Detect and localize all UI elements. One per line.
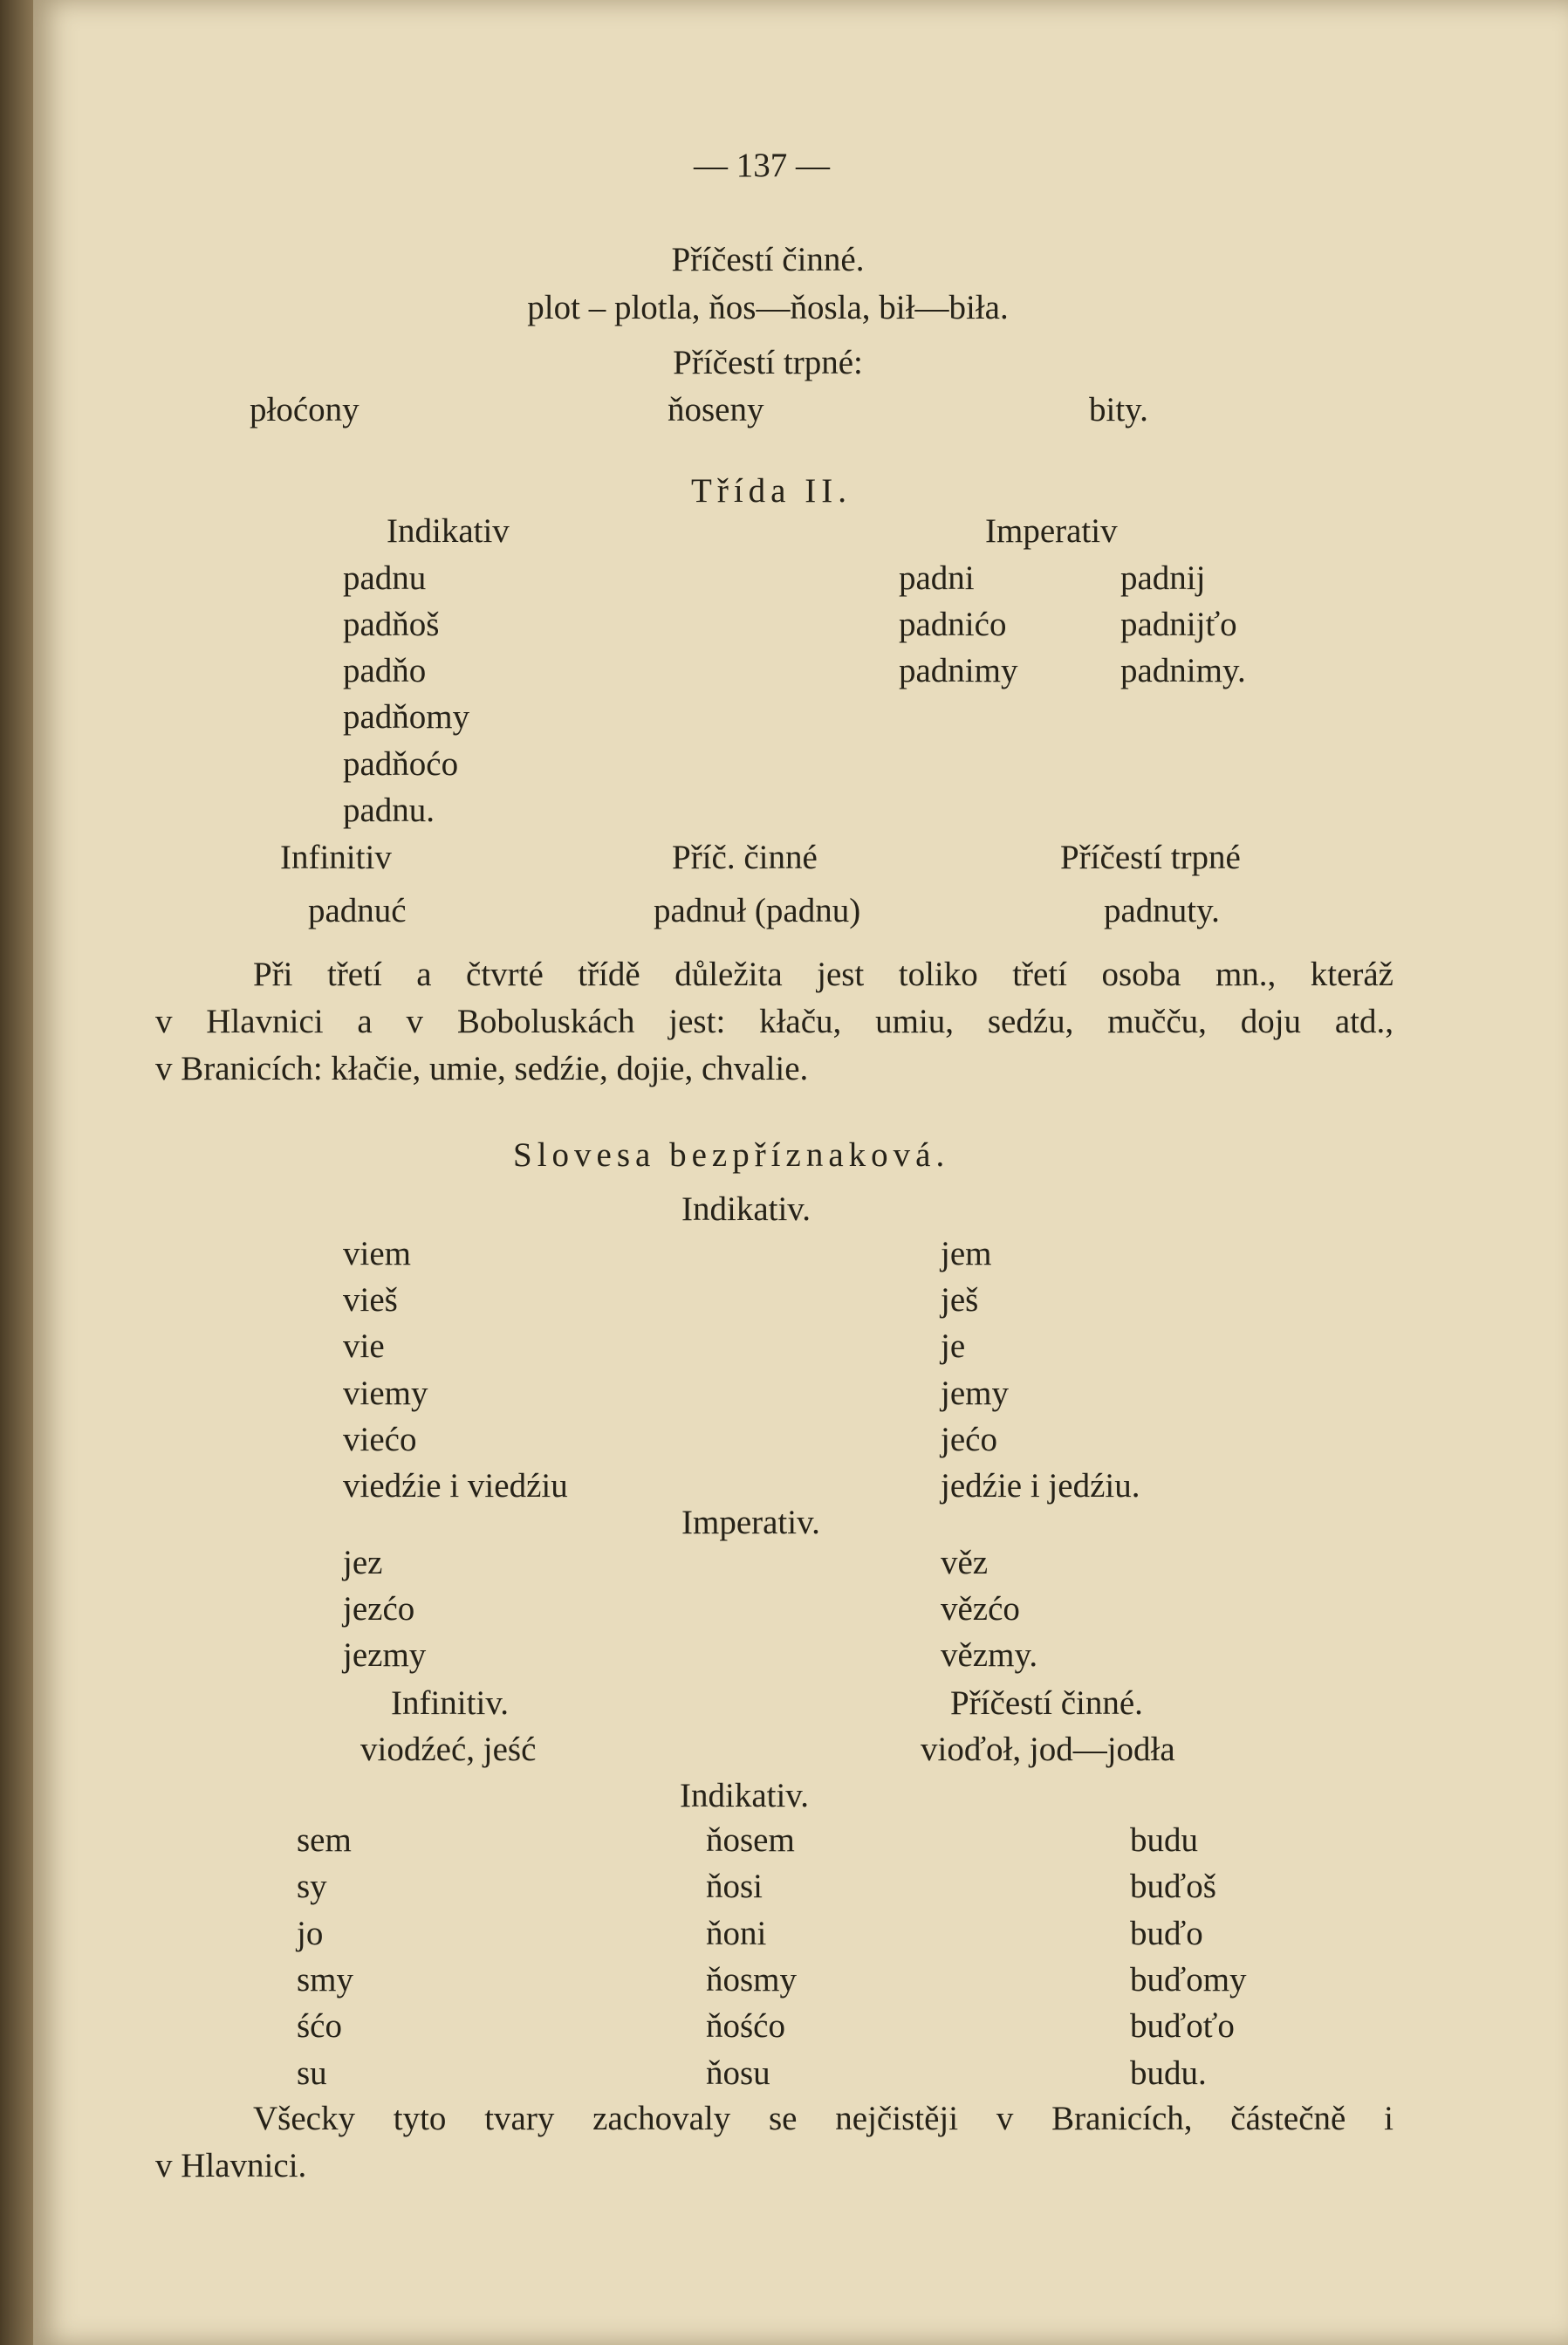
infinitive-form: viodźeć, jeść <box>360 1731 537 1768</box>
verb-form: sem <box>297 1821 352 1859</box>
indicative-heading: Indikativ. <box>681 1190 811 1228</box>
indicative-form: padňo <box>343 652 427 689</box>
book-spine <box>0 0 33 2345</box>
paragraph-line: v Hlavnici. <box>155 2147 307 2184</box>
verb-form: jezmy <box>343 1636 427 1674</box>
verb-form: jez <box>343 1544 383 1581</box>
indicative-form: padňoćo <box>343 745 459 783</box>
paragraph-line: v Hlavnici a v Boboluskách jest: kłaču, umiu, sedźu, mučču, doju atd., <box>155 1003 1393 1040</box>
verb-form: vieš <box>343 1281 398 1319</box>
heading-passive-participle: Příčestí trpné: <box>673 344 863 381</box>
verb-form: budu. <box>1130 2054 1207 2092</box>
book-page <box>33 0 1568 2345</box>
verb-form: buďoš <box>1130 1868 1216 1905</box>
verb-form: ješ <box>941 1281 979 1319</box>
verb-form: viedźie i viedźiu <box>343 1467 568 1505</box>
verb-form: ňośćo <box>706 2007 785 2045</box>
passive-form: bity. <box>1089 391 1148 429</box>
imperative-form: padni <box>899 559 975 597</box>
verb-form: vie <box>343 1327 385 1365</box>
verb-form: su <box>297 2054 327 2092</box>
verb-form: buďo <box>1130 1915 1203 1952</box>
verb-form: ňoni <box>706 1915 767 1952</box>
verb-form: jem <box>941 1235 992 1272</box>
infinitive-heading: Infinitiv <box>280 839 392 876</box>
paragraph-line: v Branicích: kłačie, umie, sedźie, dojie, chvalie. <box>155 1050 809 1087</box>
verb-form: sy <box>297 1868 327 1905</box>
passive-participle-form: padnuty. <box>1104 892 1220 929</box>
active-participle-form: vioďoł, jod—jodła <box>921 1731 1175 1768</box>
imperative-form: padnij <box>1120 559 1206 597</box>
verb-form: věz <box>941 1544 989 1581</box>
class-title: Třída II. <box>691 472 852 510</box>
verb-form: ňosu <box>706 2054 770 2092</box>
imperative-form: padnimy. <box>1120 652 1246 689</box>
paragraph-line: Při třetí a čtvrté třídě důležita jest toliko třetí osoba mn., kteráž <box>253 956 1393 993</box>
verb-form: ňosmy <box>706 1961 798 1999</box>
verb-form: viemy <box>343 1375 428 1412</box>
heading-active-participle: Příčestí činné. <box>671 241 865 278</box>
verb-form: viem <box>343 1235 411 1272</box>
verb-form: ňosi <box>706 1868 763 1905</box>
verb-form: budu <box>1130 1821 1198 1859</box>
passive-form: ňoseny <box>668 391 764 429</box>
imperative-heading: Imperativ <box>985 512 1118 550</box>
imperative-form: padnimy <box>899 652 1018 689</box>
page-number: — 137 — <box>694 147 830 184</box>
verb-form: smy <box>297 1961 354 1999</box>
imperative-form: padnićo <box>899 606 1007 643</box>
verb-form: viećo <box>343 1421 417 1458</box>
verb-form: buďomy <box>1130 1961 1247 1999</box>
verb-form: buďoťo <box>1130 2007 1235 2045</box>
verb-form: jemy <box>941 1375 1009 1412</box>
verb-form: vězmy. <box>941 1636 1038 1674</box>
verb-form: śćo <box>297 2007 342 2045</box>
infinitive-form: padnuć <box>308 892 407 929</box>
indicative-form: padnu <box>343 559 427 597</box>
indicative-form: padnu. <box>343 792 435 829</box>
verb-form: jezćo <box>343 1590 415 1628</box>
passive-form: płoćony <box>250 391 359 429</box>
verb-form: jećo <box>941 1421 997 1458</box>
infinitive-heading: Infinitiv. <box>391 1684 510 1722</box>
section-title: Slovesa bezpříznaková. <box>513 1136 950 1174</box>
indicative-form: padňomy <box>343 698 470 736</box>
verb-form: jo <box>297 1915 324 1952</box>
passive-participle-heading: Příčestí trpné <box>1060 839 1241 876</box>
imperative-heading: Imperativ. <box>681 1504 820 1541</box>
paragraph-line: Všecky tyto tvary zachovaly se nejčistěji v Branicích, částečně i <box>253 2100 1393 2137</box>
verb-form: ňosem <box>706 1821 795 1859</box>
verb-form: jedźie i jedźiu. <box>941 1467 1140 1505</box>
imperative-form: padnijťo <box>1120 606 1237 643</box>
active-participle-form: padnuł (padnu) <box>654 892 861 929</box>
active-participle-heading: Příč. činné <box>672 839 818 876</box>
active-participle-forms: plot – plotla, ňos—ňosla, bił—biła. <box>527 289 1009 326</box>
verb-form: je <box>941 1327 966 1365</box>
indicative-heading: Indikativ <box>387 512 510 550</box>
indicative-form: padňoš <box>343 606 440 643</box>
indicative-heading: Indikativ. <box>680 1777 810 1814</box>
verb-form: vězćo <box>941 1590 1020 1628</box>
active-participle-heading: Příčestí činné. <box>950 1684 1143 1722</box>
